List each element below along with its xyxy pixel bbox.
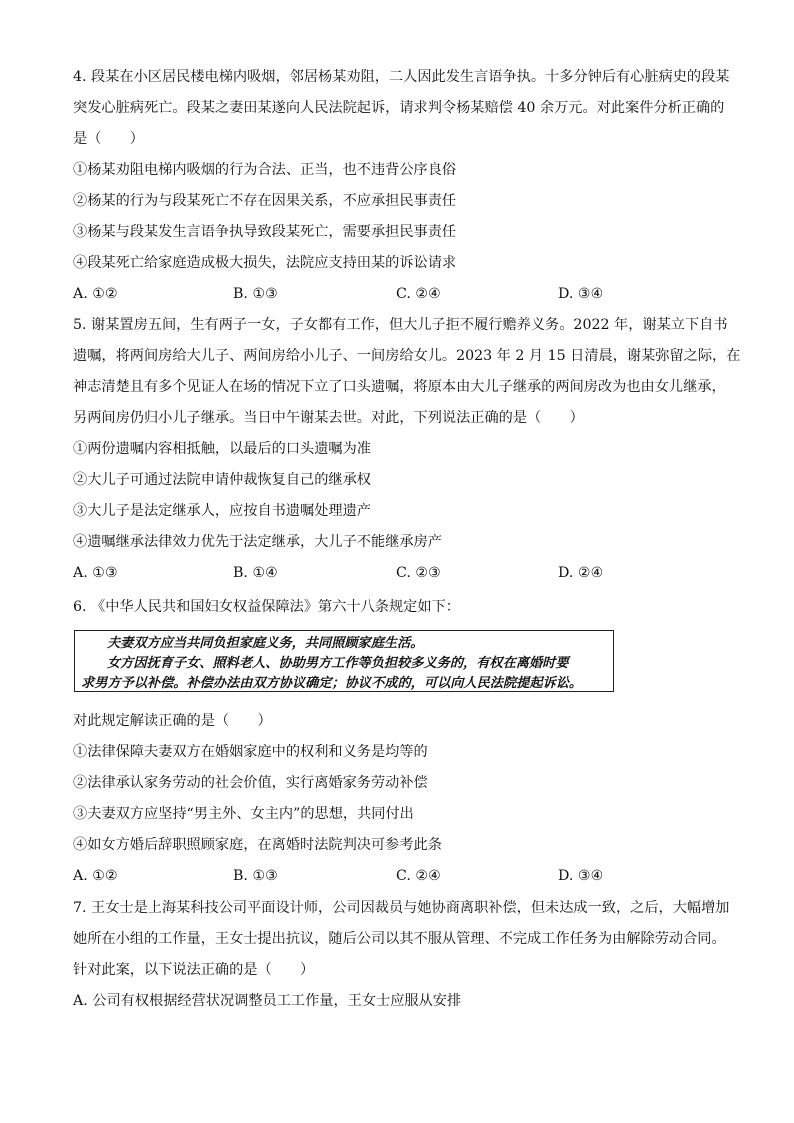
q4-stem-line-2: 突发心脏病死亡。段某之妻田某遂向人民法院起诉，请求判令杨某赔偿 40 余万元。对此案件分析正确的 bbox=[73, 100, 725, 116]
q4-stem-line-1: 4. 段某在小区居民楼电梯内吸烟，邻居杨某劝阻，二人因此发生言语争执。十多分钟后有心脏病史的段某 bbox=[73, 69, 730, 85]
law-quote-line-3: 求男方予以补偿。补偿办法由双方协议确定；协议不成的，可以向人民法院提起诉讼。 bbox=[81, 676, 583, 691]
law-quote-box bbox=[74, 630, 614, 692]
q6-stem-after: 对此规定解读正确的是（ ） bbox=[73, 713, 272, 729]
q6-option-b[interactable]: B. ①③ bbox=[233, 868, 278, 884]
q5-option-b[interactable]: B. ①④ bbox=[233, 565, 278, 581]
q5-statement-3: ③大儿子是法定继承人，应按自书遗嘱处理遗产 bbox=[73, 503, 371, 519]
q4-option-c[interactable]: C. ②④ bbox=[396, 286, 441, 302]
q4-statement-2: ②杨某的行为与段某死亡不存在因果关系，不应承担民事责任 bbox=[73, 193, 457, 209]
q7-stem-line-3: 针对此案，以下说法正确的是（ ） bbox=[73, 962, 315, 978]
q4-stem-line-3: 是（ ） bbox=[73, 131, 144, 147]
q5-stem-line-4: 另两间房仍归小儿子继承。当日中午谢某去世。对此，下列说法正确的是（ ） bbox=[73, 410, 584, 426]
q5-option-d[interactable]: D. ②④ bbox=[558, 565, 604, 581]
law-quote-line-1: 夫妻双方应当共同负担家庭义务，共同照顾家庭生活。 bbox=[107, 636, 424, 651]
q4-statement-4: ④段某死亡给家庭造成极大损失，法院应支持田某的诉讼请求 bbox=[73, 255, 457, 271]
q5-stem-line-2: 遗嘱，将两间房给大儿子、两间房给小儿子、一间房给女儿。2023 年 2 月 15 日清晨，谢某弥留之际，在 bbox=[73, 348, 741, 364]
q4-options bbox=[73, 284, 733, 304]
q6-statement-1: ①法律保障夫妻双方在婚姻家庭中的权利和义务是均等的 bbox=[73, 744, 428, 760]
q6-statement-3: ③夫妻双方应坚持“男主外、女主内”的思想，共同付出 bbox=[73, 806, 414, 822]
q7-stem-line-2: 她所在小组的工作量，王女士提出抗议，随后公司以其不服从管理、不完成工作任务为由解除劳动合同。 bbox=[73, 931, 726, 947]
q7-stem-line-1: 7. 王女士是上海某科技公司平面设计师，公司因裁员与她协商离职补偿，但未达成一致，之后，大幅增加 bbox=[73, 900, 730, 916]
law-quote-line-2: 女方因抚育子女、照料老人、协助男方工作等负担较多义务的，有权在离婚时要 bbox=[107, 656, 569, 671]
q5-options bbox=[73, 563, 733, 583]
q5-option-a[interactable]: A. ①③ bbox=[73, 565, 118, 581]
q7-option-a[interactable]: A. 公司有权根据经营状况调整员工工作量，王女士应服从安排 bbox=[73, 993, 462, 1009]
q5-stem-line-1: 5. 谢某置房五间，生有两子一女，子女都有工作，但大儿子拒不履行赡养义务。2022 年，谢某立下自书 bbox=[73, 317, 728, 333]
q5-statement-2: ②大儿子可通过法院申请仲裁恢复自己的继承权 bbox=[73, 472, 371, 488]
q5-statement-1: ①两份遗嘱内容相抵触，以最后的口头遗嘱为准 bbox=[73, 441, 371, 457]
q6-option-a[interactable]: A. ①② bbox=[73, 868, 118, 884]
q4-option-b[interactable]: B. ①③ bbox=[233, 286, 278, 302]
q6-statement-2: ②法律承认家务劳动的社会价值，实行离婚家务劳动补偿 bbox=[73, 775, 428, 791]
q5-option-c[interactable]: C. ②③ bbox=[396, 565, 441, 581]
q5-stem-line-3: 神志清楚且有多个见证人在场的情况下立了口头遗嘱，将原本由大儿子继承的两间房改为也由女儿继承， bbox=[73, 379, 726, 395]
q4-option-a[interactable]: A. ①② bbox=[73, 286, 118, 302]
q6-option-c[interactable]: C. ②④ bbox=[396, 868, 441, 884]
q5-statement-4: ④遗嘱继承法律效力优先于法定继承，大儿子不能继承房产 bbox=[73, 534, 442, 550]
q4-option-d[interactable]: D. ③④ bbox=[558, 286, 604, 302]
q4-statement-3: ③杨某与段某发生言语争执导致段某死亡，需要承担民事责任 bbox=[73, 224, 457, 240]
q6-stem-line-1: 6. 《中华人民共和国妇女权益保障法》第六十八条规定如下： bbox=[73, 599, 460, 615]
q6-statement-4: ④如女方婚后辞职照顾家庭，在离婚时法院判决可参考此条 bbox=[73, 837, 442, 853]
q4-statement-1: ①杨某劝阻电梯内吸烟的行为合法、正当，也不违背公序良俗 bbox=[73, 162, 457, 178]
q6-options bbox=[73, 866, 733, 886]
q6-option-d[interactable]: D. ③④ bbox=[558, 868, 604, 884]
